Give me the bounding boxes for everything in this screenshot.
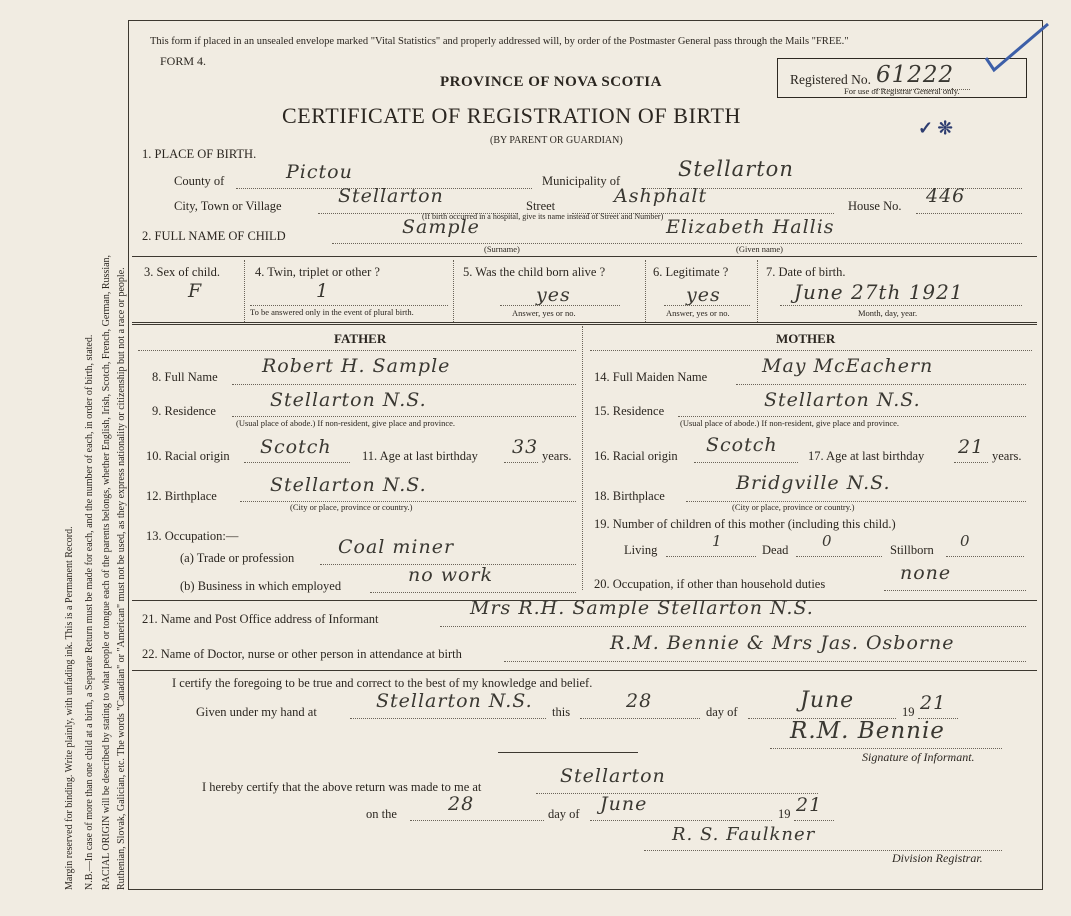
father-racial-value: Scotch [260,436,332,458]
margin-note-racial: RACIAL ORIGIN will be described by stating to what people or tongue each of the parents belongs, whether English, Irish, Scotch, French, German, Russian, [101,254,112,890]
mother-residence-label: 15. Residence [594,404,665,418]
father-residence-value: Stellarton N.S. [270,389,427,411]
father-years-label: years. [542,449,572,463]
given-under-hand-label: Given under my hand at [196,705,317,719]
date-value: June 27th 1921 [794,280,964,304]
dead-value: 0 [822,532,833,550]
registrar-day-of-label: day of [548,807,580,821]
father-occupation-label: 13. Occupation:— [146,529,239,543]
mother-heading: MOTHER [776,331,836,346]
father-name-label: 8. Full Name [152,370,218,384]
legit-value: yes [686,284,721,306]
mother-age-value: 21 [958,436,985,458]
child-given-name: Elizabeth Hallis [666,216,835,238]
mother-children-label: 19. Number of children of this mother (including this child.) [594,517,896,531]
mother-residence-note: (Usual place of abode.) If non-resident, give place and province. [680,418,900,428]
place-of-birth-label: 1. PLACE OF BIRTH. [142,147,257,161]
alive-label: 5. Was the child born alive ? [463,265,606,279]
mother-occupation-label: 20. Occupation, if other than household duties [594,577,826,591]
house-label: House No. [848,199,902,213]
certificate-subtitle: (BY PARENT OR GUARDIAN) [490,135,623,146]
mother-racial-value: Scotch [706,434,778,456]
father-age-label: 11. Age at last birthday [362,449,478,463]
county-label: County of [174,174,225,188]
date-label: 7. Date of birth. [766,265,846,279]
form-number: FORM 4. [160,54,207,68]
legit-label: 6. Legitimate ? [653,265,729,279]
given-year-prefix: 19 [902,705,915,719]
street-label: Street [526,199,556,213]
county-value: Pictou [286,161,353,183]
father-residence-note: (Usual place of abode.) If non-resident, give place and province. [236,418,456,428]
informant-value: Mrs R.H. Sample Stellarton N.S. [470,597,814,619]
mother-racial-label: 16. Racial origin [594,449,678,463]
registrar-note: For use of Registrar General only. [844,86,960,96]
mother-age-label: 17. Age at last birthday [808,449,925,463]
registrar-year-prefix: 19 [778,807,791,821]
date-note: Month, day, year. [858,308,918,318]
registrar-caption: Division Registrar. [892,851,983,865]
child-name-label: 2. FULL NAME OF CHILD [142,229,286,243]
alive-note: Answer, yes or no. [512,308,576,318]
father-birthplace-value: Stellarton N.S. [270,474,427,496]
checkmark-icon [978,20,1052,80]
dead-label: Dead [762,543,789,557]
given-year-value: 21 [920,692,947,714]
registered-label: Registered No. [790,72,871,87]
stamp-mark: ✓ ❊ [918,118,953,138]
given-caption: (Given name) [736,244,783,254]
mother-birthplace-note: (City or place, province or country.) [732,502,855,512]
informant-label: 21. Name and Post Office address of Informant [142,612,379,626]
province-heading: PROVINCE OF NOVA SCOTIA [440,74,662,90]
mother-occupation-value: none [900,562,952,584]
mother-years-label: years. [992,449,1022,463]
father-racial-label: 10. Racial origin [146,449,230,463]
house-value: 446 [926,185,966,207]
given-place-value: Stellarton N.S. [376,690,533,712]
legit-note: Answer, yes or no. [666,308,730,318]
municipality-label: Municipality of [542,174,621,188]
this-label: this [552,705,571,719]
signature-caption: Signature of Informant. [862,750,975,764]
registrar-on-the-label: on the [366,807,397,821]
living-value: 1 [712,532,723,550]
mother-residence-value: Stellarton N.S. [764,389,921,411]
city-label: City, Town or Village [174,199,282,213]
living-label: Living [624,543,658,557]
child-surname: Sample [402,216,480,238]
father-residence-label: 9. Residence [152,404,216,418]
sex-label: 3. Sex of child. [144,265,221,279]
registered-value: 61222 [876,62,955,88]
day-of-label: day of [706,705,738,719]
father-trade-label: (a) Trade or profession [180,551,295,565]
twin-label: 4. Twin, triplet or other ? [255,265,380,279]
father-business-value: no work [408,564,494,586]
father-birthplace-label: 12. Birthplace [146,489,217,503]
attendant-value: R.M. Bennie & Mrs Jas. Osborne [610,632,955,654]
informant-signature: R.M. Bennie [790,718,945,744]
municipality-value: Stellarton [678,157,794,181]
attendant-label: 22. Name of Doctor, nurse or other person in attendance at birth [142,647,462,661]
surname-caption: (Surname) [484,244,520,254]
registrar-place-value: Stellarton [560,765,666,787]
mother-name-label: 14. Full Maiden Name [594,370,708,384]
street-value: Ashphalt [614,185,708,207]
certificate-title: CERTIFICATE OF REGISTRATION OF BIRTH [282,103,741,128]
father-name-value: Robert H. Sample [262,355,451,377]
mail-notice: This form if placed in an unsealed envelope marked "Vital Statistics" and properly addressed will, by order of the Postmaster General pass through the Mails "FREE." [150,36,849,47]
stillborn-value: 0 [960,532,971,550]
registrar-day-value: 28 [448,793,475,815]
registrar-signature: R. S. Faulkner [672,824,816,845]
registrar-year-value: 21 [796,794,823,816]
mother-birthplace-label: 18. Birthplace [594,489,665,503]
margin-note-nb: N.B.—In case of more than one child at a birth, a Separate Return must be made for each, and the number of each, in order of birth, stated. [84,334,95,890]
city-value: Stellarton [338,185,444,207]
twin-note: To be answered only in the event of plural birth. [250,307,414,317]
margin-note-racial-2: Ruthenian, Slovak, Galician, etc. The words "Canadian" or "American" must not be used, as they express nationality or citizenship but not a race or people. [116,267,127,890]
given-month-value: June [800,688,855,713]
hospital-note: (If birth occurred in a hospital, give its name instead of Street and Number) [422,212,664,221]
mother-name-value: May McEachern [762,355,934,377]
father-business-label: (b) Business in which employed [180,579,342,593]
mother-birthplace-value: Bridgville N.S. [736,472,891,494]
alive-value: yes [536,284,571,306]
stillborn-label: Stillborn [890,543,934,557]
sex-value: F [188,280,203,302]
registrar-month-value: June [600,793,648,815]
margin-note-binding: Margin reserved for binding. Write plainly, with unfading ink. This is a Permanent Record. [64,526,75,890]
certify-line: I certify the foregoing to be true and correct to the best of my knowledge and belief. [172,676,593,690]
father-age-value: 33 [512,436,539,458]
given-day-value: 28 [626,690,653,712]
father-trade-value: Coal miner [338,536,455,558]
father-heading: FATHER [334,331,387,346]
twin-value: 1 [316,280,330,302]
father-birthplace-note: (City or place, province or country.) [290,502,413,512]
registrar-line: I hereby certify that the above return was made to me at [202,780,482,794]
